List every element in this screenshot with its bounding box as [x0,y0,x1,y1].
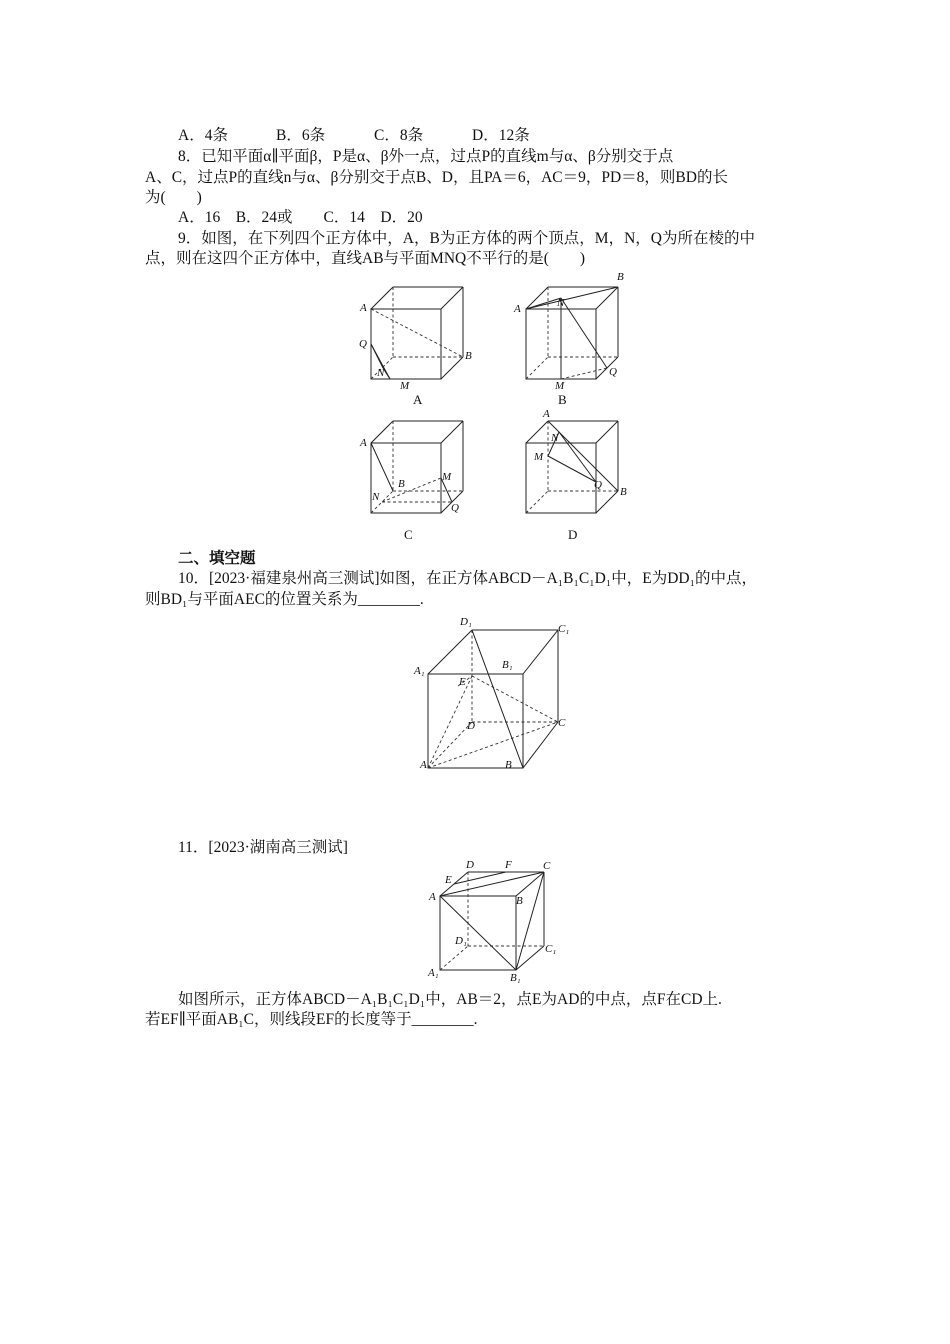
fig-a-label-a: A [360,302,367,314]
fig-a-label-n: N [377,367,385,379]
q11-label-c1: C₁ [545,943,557,955]
fig-c-label-q: Q [451,502,459,514]
fig-d-label-b: B [620,486,627,498]
q10-text-line1: 10．[2023·福建泉州高三测试]如图，在正方体ABCD－A₁B₁C₁D₁中，E为DD₁的中点， [178,570,757,587]
q7-options [178,126,530,146]
q11-label-d: D [466,859,474,871]
cube-figure-c [350,413,490,546]
q8-text-line2: A、C，过点P的直线n与α、β分别交于点B、D，且PA＝6，AC＝9，PD＝8，则BD的长 [145,169,728,186]
q11-label-e: E [445,874,452,886]
fig-d-label-n: N [551,432,559,444]
q10-label-e: E [459,676,466,688]
q10-label-b1: B₁ [502,659,513,671]
q7-option-c[interactable]: C．8条 [374,127,424,144]
fig-c-label-m: M [442,471,452,483]
cube-figure-d [505,405,645,546]
fig-c-caption: C [404,527,413,542]
q11-label-f: F [505,859,512,871]
q10-label-b: B [505,759,512,771]
cube-figure-b [505,268,645,410]
q11-label-b: B [516,895,523,907]
q8-text-line1: 8．已知平面α∥平面β，P是α、β外一点，过点P的直线m与α、β分别交于点 [178,148,674,165]
q7-option-b[interactable]: B．6条 [276,127,326,144]
q8-text-line3: 为( ) [145,189,202,206]
cube-figure-q11 [420,856,570,986]
fig-b-label-a: A [514,303,521,315]
q9-text-line1: 9．如图，在下列四个正方体中，A，B为正方体的两个顶点，M，N，Q为所在棱的中 [178,230,755,247]
fig-c-label-b: B [398,478,405,490]
q8-options[interactable]: A．16 B．24或 C．14 D．20 [178,209,423,226]
cube-figure-q10 [410,612,580,772]
fig-b-label-m: M [555,380,565,392]
q10-label-a1: A₁ [414,665,425,677]
fig-a-label-m: M [400,380,410,392]
fig-a-label-b: B [465,350,472,362]
q10-label-d1: D₁ [460,616,472,628]
fig-b-caption: B [558,392,567,407]
q10-label-a: A [420,759,427,771]
fig-b-label-n: N [557,297,565,309]
q11-label-c: C [543,860,551,872]
q10-label-c: C [558,717,566,729]
q9-text-line2: 点，则在这四个正方体中，直线AB与平面MNQ不平行的是( ) [145,250,586,267]
fig-d-label-q: Q [594,479,602,491]
q11-text-line2: 如图所示，正方体ABCD－A₁B₁C₁D₁中，AB＝2，点E为AD的中点，点F在CD上. [178,991,722,1008]
fig-d-label-m: M [534,451,544,463]
cube-figure-a [350,280,490,410]
q11-text-line1: 11．[2023·湖南高三测试] [178,839,348,856]
q10-label-d: D [467,720,475,732]
q7-option-d[interactable]: D．12条 [472,127,530,144]
q11-label-a1: A₁ [428,967,439,979]
fig-a-label-q: Q [359,338,367,350]
fig-d-caption: D [568,527,578,542]
fig-b-label-q: Q [609,366,617,378]
q10-label-c1: C₁ [558,623,570,635]
fig-c-label-a: A [360,437,367,449]
q11-label-b1: B₁ [510,972,521,984]
section-title: 二、填空题 [178,550,256,567]
q7-option-a[interactable]: A．4条 [178,127,228,144]
q10-text-line2: 则BD₁与平面AEC的位置关系为________. [145,591,424,608]
fig-a-caption: A [413,392,423,407]
q11-text-line3: 若EF∥平面AB₁C，则线段EF的长度等于________. [145,1011,478,1028]
fig-b-label-b: B [617,271,624,283]
q11-label-a: A [429,891,436,903]
q11-label-d1: D₁ [455,935,467,947]
fig-c-label-n: N [372,491,380,503]
fig-d-label-a: A [543,408,550,420]
